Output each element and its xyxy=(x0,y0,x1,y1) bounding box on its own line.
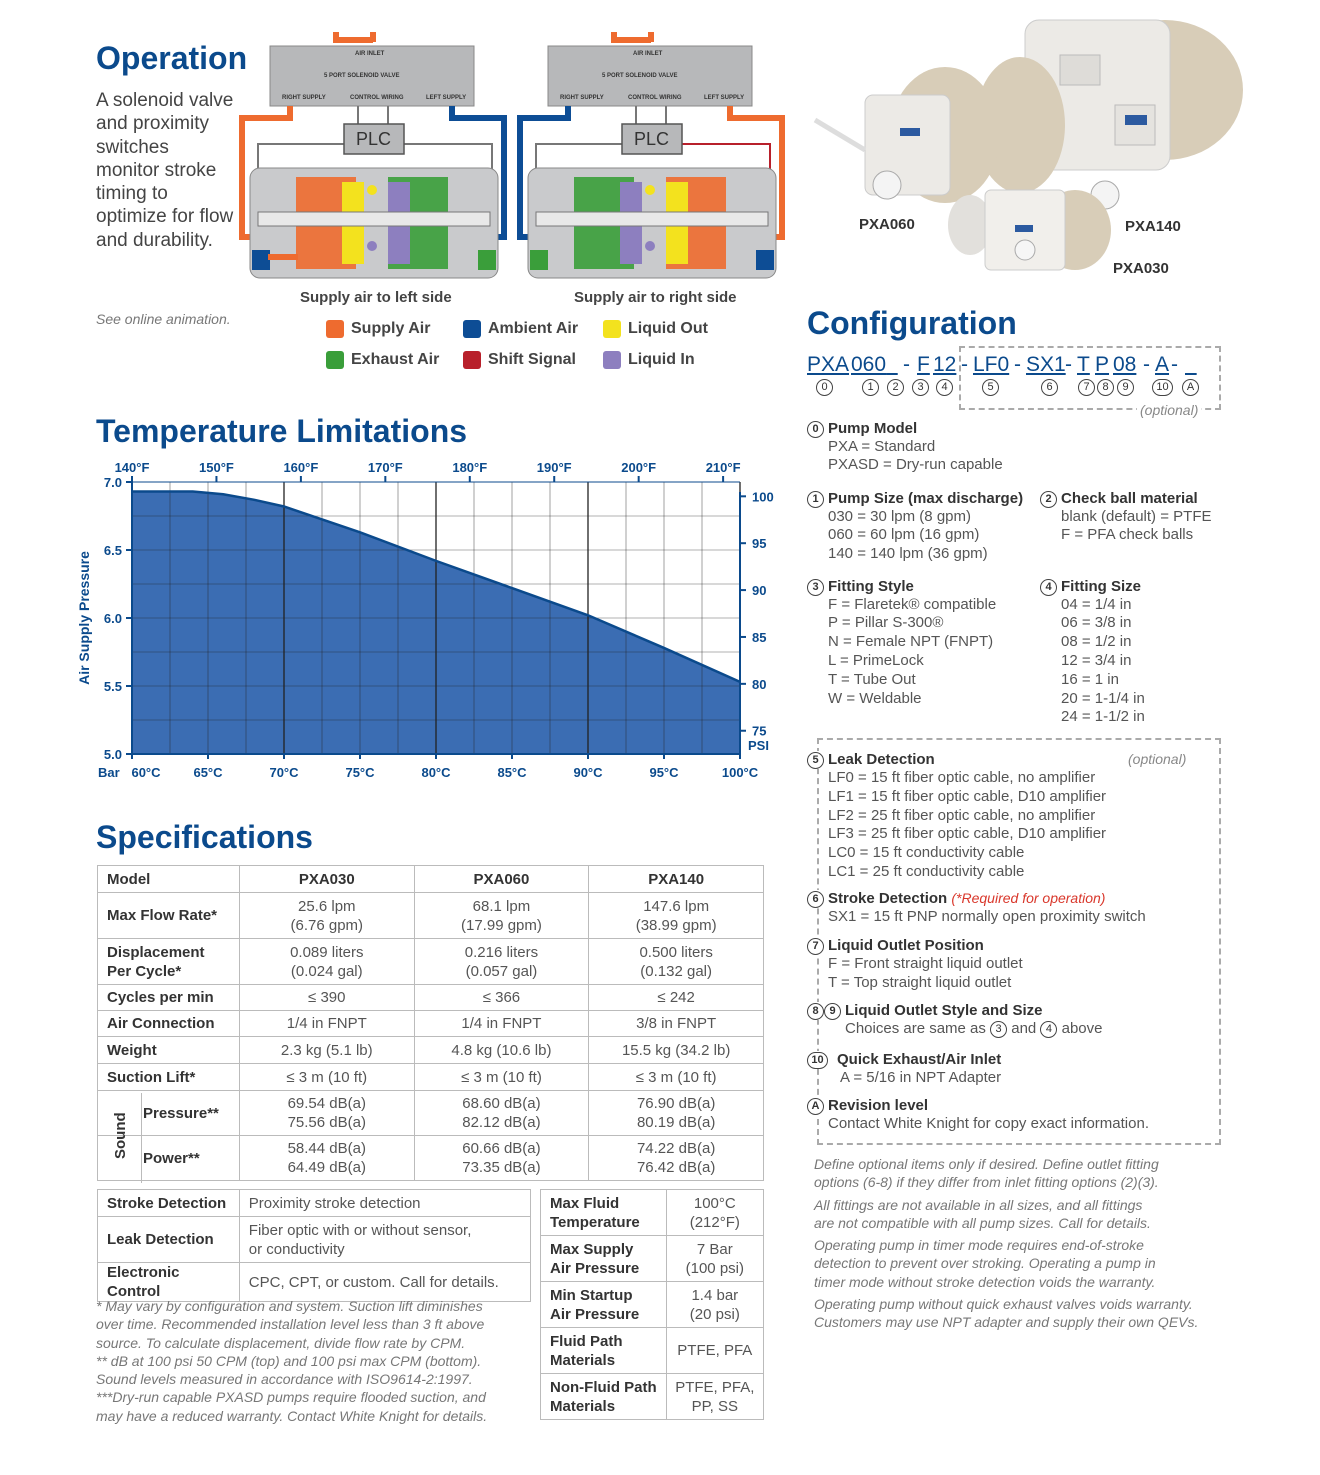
code-exhaust: A xyxy=(1155,353,1170,376)
section-fitting-size: 4 Fitting Size 04 = 1/4 in 06 = 3/8 in 08 = 1/2 in 12 = 3/4 in 16 = 1 in 20 = 1-1/4 in 24 = 1-1/2 in xyxy=(1040,578,1145,727)
y2-tick-label: 90 xyxy=(752,583,767,599)
spec-cell: 68.1 lpm (17.99 gpm) xyxy=(414,893,589,939)
operation-description: A solenoid valve and proximity switches monitor stroke timing to optimize for flow and durability. xyxy=(96,90,234,251)
sound-label: Sound xyxy=(112,1112,129,1159)
x-tick-label: 95°C xyxy=(649,765,679,780)
section-outlet-style: 8 9 Liquid Outlet Style and Size Choices are same as 3 and 4 above xyxy=(807,1002,1103,1039)
table-row xyxy=(98,1091,764,1136)
section-pump-model: 0 Pump Model PXA = Standard PXASD = Dry-run capable xyxy=(807,420,1003,475)
legend-supply-air: Supply Air xyxy=(326,320,430,338)
diagram2-right-supply: RIGHT SUPPLY xyxy=(560,95,604,101)
y2-tick-label: 80 xyxy=(752,676,767,692)
spec-row-label: Displacement Per Cycle* xyxy=(98,939,240,985)
limit-label: Fluid Path Materials xyxy=(541,1328,667,1374)
table-row xyxy=(98,1190,531,1217)
control-label: Leak Detection xyxy=(98,1217,240,1263)
x-tick-label: 85°C xyxy=(497,765,527,780)
specs-header-pxa140: PXA140 xyxy=(589,866,764,893)
diagram2-control-wiring: CONTROL WIRING xyxy=(628,95,682,101)
control-value: Proximity stroke detection xyxy=(239,1190,530,1217)
table-row xyxy=(541,1236,764,1282)
code-fsize: 12 xyxy=(933,353,957,376)
table-row xyxy=(98,985,764,1011)
control-value: Fiber optic with or without sensor, or conductivity xyxy=(239,1217,530,1263)
y-tick-label: 6.5 xyxy=(103,543,122,558)
table-row xyxy=(541,1282,764,1328)
diagram-right-supply: RIGHT SUPPLY xyxy=(282,95,326,101)
spec-cell: 147.6 lpm (38.99 gpm) xyxy=(589,893,764,939)
temperature-chart xyxy=(70,452,780,787)
x-top-tick-label: 170°F xyxy=(367,460,403,475)
diagram2-valve: 5 PORT SOLENOID VALVE xyxy=(602,73,678,79)
limit-label: Max Supply Air Pressure xyxy=(541,1236,667,1282)
specs-footnotes: * May vary by configuration and system. Suction lift diminishes over time. Recommended installation level less than 3 ft above source. To calculate displacement, divide flow rate by CPM. ** dB at 100 psi 50 CPM (top) and 100 psi max CPM (bottom). Sound levels measured in accordance with ISO9614-2:1997. ***Dry-run capable PXASD pumps require flooded suction, and may have a reduced warranty. Contact White Knight for details. xyxy=(96,1298,488,1424)
section-leak-detection: 5 Leak Detection (optional) LF0 = 15 ft fiber optic cable, no amplifier LF1 = 15 ft fiber optic cable, D10 amplifier LF2 = 25 ft fiber optic cable, no amplifier LF3 = 25 ft fiber optic cable, D10 amplifier LC0 = 15 ft conductivity cable LC1 = 25 ft conductivity cable xyxy=(807,751,1207,882)
y2-tick-label: 100 xyxy=(752,489,774,505)
code-style: F xyxy=(917,353,930,376)
control-label: Stroke Detection xyxy=(98,1190,240,1217)
product-label-pxa140: PXA140 xyxy=(1125,218,1181,235)
table-row xyxy=(98,1011,764,1037)
spec-cell: ≤ 3 m (10 ft) xyxy=(239,1064,414,1091)
code-stroke: SX1 xyxy=(1026,353,1066,376)
code-outlet-pos: T xyxy=(1077,353,1090,376)
limit-label: Non-Fluid Path Materials xyxy=(541,1374,667,1420)
x-top-tick-label: 140°F xyxy=(114,460,150,475)
spec-row-label: Air Connection xyxy=(98,1011,240,1037)
limit-value: 7 Bar (100 psi) xyxy=(666,1236,763,1282)
spec-cell: 15.5 kg (34.2 lb) xyxy=(589,1037,764,1064)
limit-value: PTFE, PFA xyxy=(666,1328,763,1374)
spec-cell: 58.44 dB(a) 64.49 dB(a) xyxy=(239,1136,414,1181)
table-row xyxy=(98,1217,531,1263)
temperature-title: Temperature Limitations xyxy=(96,413,468,449)
section-revision: A Revision level Contact White Knight for copy exact information. xyxy=(807,1097,1149,1134)
x-tick-label: 75°C xyxy=(345,765,375,780)
legend-liquid-out: Liquid Out xyxy=(603,320,708,338)
spec-cell: ≤ 390 xyxy=(239,985,414,1011)
spec-row-label: Cycles per min xyxy=(98,985,240,1011)
x-top-tick-label: 210°F xyxy=(705,460,741,475)
sound-row-label: Power** xyxy=(98,1136,240,1181)
table-row xyxy=(541,1190,764,1236)
table-row xyxy=(98,1064,764,1091)
section-pump-size: 1 Pump Size (max discharge) 030 = 30 lpm (8 gpm) 060 = 60 lpm (16 gpm) 140 = 140 lpm (36 gpm) xyxy=(807,490,1023,564)
section-quick-exhaust: 10 Quick Exhaust/Air Inlet A = 5/16 in NPT Adapter xyxy=(807,1051,1001,1088)
diagram-plc: PLC xyxy=(356,129,392,149)
y2-tick-label: 75 xyxy=(752,723,767,739)
spec-cell: 0.216 liters (0.057 gal) xyxy=(414,939,589,985)
spec-cell: 1/4 in FNPT xyxy=(414,1011,589,1037)
spec-row-label: Suction Lift* xyxy=(98,1064,240,1091)
x-top-tick-label: 160°F xyxy=(283,460,319,475)
spec-cell: 76.90 dB(a) 80.19 dB(a) xyxy=(589,1091,764,1136)
optional-code-label: (optional) xyxy=(1137,402,1201,418)
legend-exhaust-air: Exhaust Air xyxy=(326,351,439,369)
limit-label: Max Fluid Temperature xyxy=(541,1190,667,1236)
operation-title: Operation xyxy=(96,40,248,76)
x-top-tick-label: 150°F xyxy=(199,460,234,475)
diagram2-left-supply: LEFT SUPPLY xyxy=(704,95,745,101)
spec-cell: 60.66 dB(a) 73.35 dB(a) xyxy=(414,1136,589,1181)
table-row xyxy=(98,1136,764,1181)
y2-unit: PSI xyxy=(748,738,769,753)
y-axis-label: Air Supply Pressure xyxy=(76,551,92,685)
y-tick-label: 7.0 xyxy=(103,475,122,490)
spec-cell: 3/8 in FNPT xyxy=(589,1011,764,1037)
x-tick-label: 60°C xyxy=(131,765,161,780)
y-tick-label: 6.0 xyxy=(103,611,122,626)
spec-cell: 1/4 in FNPT xyxy=(239,1011,414,1037)
code-outlet-size: 08 xyxy=(1113,353,1137,376)
diagram-valve: 5 PORT SOLENOID VALVE xyxy=(324,73,400,79)
diagram2-air-inlet: AIR INLET xyxy=(633,51,663,57)
diagram-air-inlet: AIR INLET xyxy=(355,51,385,57)
code-index-row: 0 1 2 3 4 5 6 7 8 9 10 A xyxy=(816,379,1216,399)
x-tick-label: 65°C xyxy=(193,765,223,780)
legend-ambient-air: Ambient Air xyxy=(463,320,578,338)
limit-value: 100°C (212°F) xyxy=(666,1190,763,1236)
pump-product-image xyxy=(805,10,1245,290)
x-top-tick-label: 180°F xyxy=(452,460,488,475)
spec-cell: 0.500 liters (0.132 gal) xyxy=(589,939,764,985)
legend-shift-signal: Shift Signal xyxy=(463,351,576,369)
x-tick-label: 100°C xyxy=(721,765,759,780)
specs-header-pxa060: PXA060 xyxy=(414,866,589,893)
specs-table xyxy=(97,865,764,1181)
code-outlet-style: P xyxy=(1095,353,1110,376)
spec-cell: 68.60 dB(a) 82.12 dB(a) xyxy=(414,1091,589,1136)
limit-value: PTFE, PFA, PP, SS xyxy=(666,1374,763,1420)
specs-header-row xyxy=(98,866,764,893)
configuration-title: Configuration xyxy=(807,305,1017,341)
table-row xyxy=(98,939,764,985)
spec-cell: ≤ 366 xyxy=(414,985,589,1011)
product-label-pxa060: PXA060 xyxy=(859,216,915,233)
x-tick-label: 70°C xyxy=(269,765,299,780)
sound-row-label: Pressure** xyxy=(98,1091,240,1136)
diagram-left-supply: LEFT SUPPLY xyxy=(426,95,467,101)
controls-table xyxy=(97,1189,531,1302)
control-value: CPC, CPT, or custom. Call for details. xyxy=(239,1263,530,1302)
spec-cell: ≤ 242 xyxy=(589,985,764,1011)
section-fitting-style: 3 Fitting Style F = Flaretek® compatible P = Pillar S-300® N = Female NPT (FNPT) L = PrimeLock T = Tube Out W = Weldable xyxy=(807,578,996,708)
diagram2-plc: PLC xyxy=(634,129,670,149)
spec-cell: 25.6 lpm (6.76 gpm) xyxy=(239,893,414,939)
section-outlet-position: 7 Liquid Outlet Position F = Front straight liquid outlet T = Top straight liquid outlet xyxy=(807,937,1023,993)
x-tick-label: 80°C xyxy=(421,765,451,780)
limit-label: Min Startup Air Pressure xyxy=(541,1282,667,1328)
diagram-control-wiring: CONTROL WIRING xyxy=(350,95,404,101)
spec-cell: ≤ 3 m (10 ft) xyxy=(589,1064,764,1091)
specs-header-model: Model xyxy=(98,866,240,893)
animation-note: See online animation. xyxy=(96,311,231,327)
product-label-pxa030: PXA030 xyxy=(1113,260,1169,277)
table-row xyxy=(541,1328,764,1374)
code-size: 060 xyxy=(851,353,887,376)
section-check-ball: 2 Check ball material blank (default) = PTFE F = PFA check balls xyxy=(1040,490,1211,545)
config-notes: Define optional items only if desired. Define outlet fitting options (6-8) if they differ from inlet fitting options (2)(3). All fittings are not available in all sizes, and all fittings are not compatible with all pump sizes. Call for details. Operating pump in timer mode requires end-of-stroke detection to prevent over stroking. Operating a pump in timer mode without stroke detection voids the warranty. Operating pump without quick exhaust valves voids warranty. Customers may use NPT adapter and supply their own QEVs. xyxy=(814,1156,1199,1331)
spec-cell: 69.54 dB(a) 75.56 dB(a) xyxy=(239,1091,414,1136)
spec-cell: ≤ 3 m (10 ft) xyxy=(414,1064,589,1091)
table-row xyxy=(98,893,764,939)
spec-cell: 4.8 kg (10.6 lb) xyxy=(414,1037,589,1064)
section-stroke-detection: 6 Stroke Detection (*Required for operation) SX1 = 15 ft PNP normally open proximity switch xyxy=(807,890,1207,927)
table-row xyxy=(98,1263,531,1302)
y2-tick-label: 95 xyxy=(752,536,767,552)
table-row xyxy=(98,1037,764,1064)
spec-row-label: Max Flow Rate* xyxy=(98,893,240,939)
spec-cell: 2.3 kg (5.1 lb) xyxy=(239,1037,414,1064)
spec-cell: 74.22 dB(a) 76.42 dB(a) xyxy=(589,1136,764,1181)
code-leak: LF0 xyxy=(973,353,1010,376)
legend-liquid-in: Liquid In xyxy=(603,351,695,369)
code-pxa: PXA xyxy=(807,353,850,376)
limits-table xyxy=(540,1189,764,1420)
control-label: Electronic Control xyxy=(98,1263,240,1302)
x-tick-label: 90°C xyxy=(573,765,603,780)
x-top-tick-label: 190°F xyxy=(536,460,572,475)
y-unit: Bar xyxy=(98,765,120,780)
specs-header-pxa030: PXA030 xyxy=(239,866,414,893)
caption-left: Supply air to left side xyxy=(300,289,452,306)
table-row xyxy=(541,1374,764,1420)
caption-right: Supply air to right side xyxy=(574,289,737,306)
y2-tick-label: 85 xyxy=(752,629,767,645)
specifications-title: Specifications xyxy=(96,819,313,855)
spec-row-label: Weight xyxy=(98,1037,240,1064)
x-top-tick-label: 200°F xyxy=(621,460,657,475)
y-tick-label: 5.5 xyxy=(103,679,122,694)
limit-value: 1.4 bar (20 psi) xyxy=(666,1282,763,1328)
y-tick-label: 5.0 xyxy=(103,747,122,762)
spec-cell: 0.089 liters (0.024 gal) xyxy=(239,939,414,985)
